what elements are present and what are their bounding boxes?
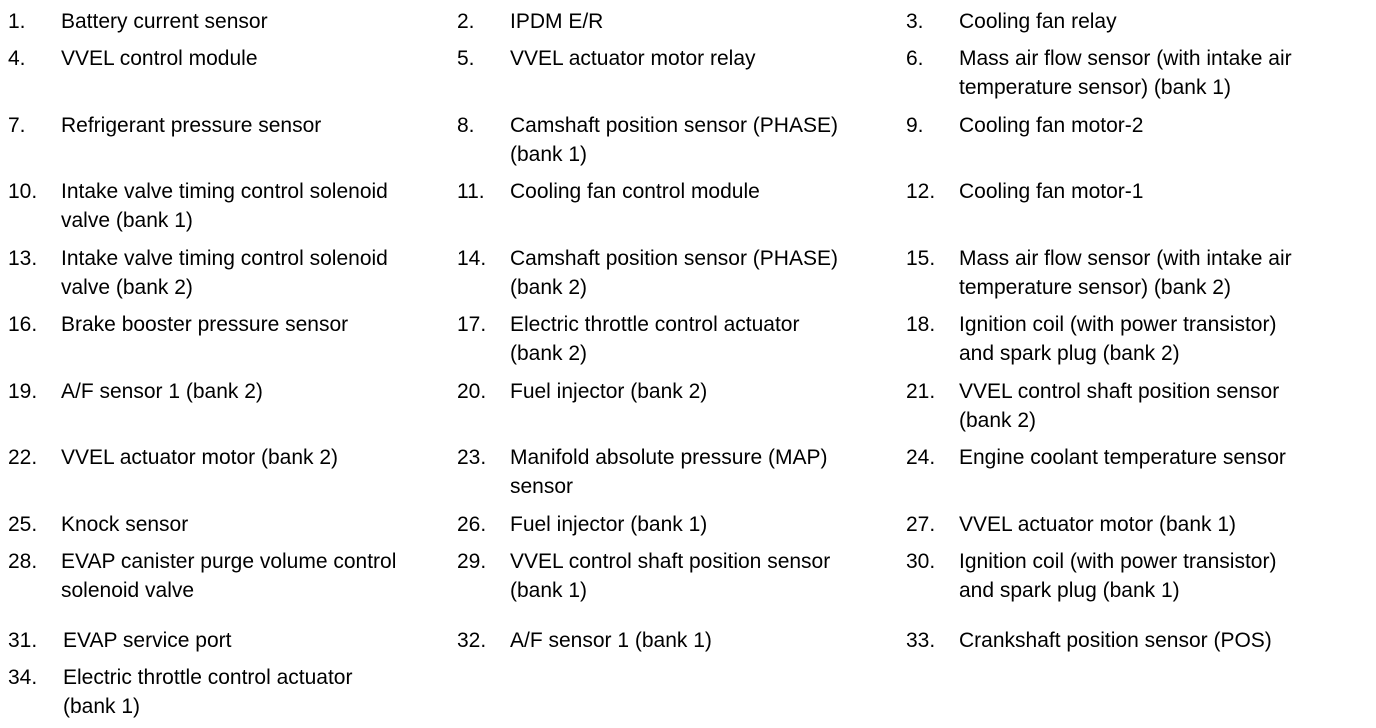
legend-label: Cooling fan motor-2 [959, 114, 1144, 137]
legend-number: 22. [8, 446, 38, 469]
legend-number: 6. [906, 47, 924, 70]
legend-number: 30. [906, 550, 936, 573]
legend-number: 1. [8, 10, 26, 33]
legend-label: Engine coolant temperature sensor [959, 446, 1286, 469]
legend-number: 32. [457, 629, 487, 652]
legend-label: Intake valve timing control solenoid valve (bank 1) [61, 180, 388, 232]
legend-number: 13. [8, 247, 38, 270]
legend-label: Camshaft position sensor (PHASE) (bank 1) [510, 114, 838, 166]
legend-number: 29. [457, 550, 487, 573]
legend-number: 20. [457, 380, 487, 403]
legend-label: Ignition coil (with power transistor) and spark plug (bank 2) [959, 313, 1277, 365]
legend-number: 11. [457, 180, 485, 203]
legend-label: Cooling fan motor-1 [959, 180, 1144, 203]
legend-number: 19. [8, 380, 38, 403]
legend-label: VVEL control shaft position sensor (bank 2) [959, 380, 1280, 432]
legend-label: Refrigerant pressure sensor [61, 114, 322, 137]
legend-number: 4. [8, 47, 26, 70]
legend-label: VVEL actuator motor relay [510, 47, 756, 70]
legend-number: 26. [457, 513, 487, 536]
legend-number: 5. [457, 47, 475, 70]
legend-label: Cooling fan relay [959, 10, 1117, 33]
legend-number: 34. [8, 666, 38, 689]
legend-label: Fuel injector (bank 1) [510, 513, 708, 536]
legend-label: Mass air flow sensor (with intake air temperature sensor) (bank 1) [959, 47, 1292, 99]
legend-label: Electric throttle control actuator (bank 1) [63, 666, 353, 718]
legend-label: Knock sensor [61, 513, 189, 536]
legend-number: 33. [906, 629, 936, 652]
legend-number: 8. [457, 114, 475, 137]
legend-number: 12. [906, 180, 936, 203]
legend-label: Brake booster pressure sensor [61, 313, 349, 336]
legend-label: Crankshaft position sensor (POS) [959, 629, 1272, 652]
legend-label: VVEL actuator motor (bank 2) [61, 446, 339, 469]
legend-number: 16. [8, 313, 38, 336]
legend-number: 25. [8, 513, 38, 536]
legend-label: Intake valve timing control solenoid valve (bank 2) [61, 247, 388, 299]
legend-label: A/F sensor 1 (bank 1) [510, 629, 712, 652]
legend-number: 27. [906, 513, 936, 536]
legend-label: Cooling fan control module [510, 180, 760, 203]
legend-number: 7. [8, 114, 26, 137]
legend-label: Ignition coil (with power transistor) and spark plug (bank 1) [959, 550, 1277, 602]
legend-number: 18. [906, 313, 936, 336]
legend-number: 17. [457, 313, 487, 336]
legend-label: Fuel injector (bank 2) [510, 380, 708, 403]
legend-number: 3. [906, 10, 924, 33]
legend-number: 28. [8, 550, 38, 573]
legend-label: Manifold absolute pressure (MAP) sensor [510, 446, 828, 498]
legend-number: 14. [457, 247, 487, 270]
legend-number: 2. [457, 10, 475, 33]
legend-label: Mass air flow sensor (with intake air temperature sensor) (bank 2) [959, 247, 1292, 299]
legend-label: EVAP service port [63, 629, 232, 652]
legend-label: IPDM E/R [510, 10, 604, 33]
legend-number: 21. [906, 380, 936, 403]
legend-number: 23. [457, 446, 487, 469]
legend-label: VVEL actuator motor (bank 1) [959, 513, 1237, 536]
legend-label: Battery current sensor [61, 10, 268, 33]
legend-number: 15. [906, 247, 936, 270]
legend-label: VVEL control module [61, 47, 258, 70]
legend-label: Camshaft position sensor (PHASE) (bank 2) [510, 247, 838, 299]
legend-number: 24. [906, 446, 936, 469]
legend-label: EVAP canister purge volume control solenoid valve [61, 550, 397, 602]
legend-number: 10. [8, 180, 38, 203]
legend-label: Electric throttle control actuator (bank 2) [510, 313, 800, 365]
legend-label: VVEL control shaft position sensor (bank 1) [510, 550, 831, 602]
legend-number: 31. [8, 629, 38, 652]
legend-number: 9. [906, 114, 924, 137]
legend-label: A/F sensor 1 (bank 2) [61, 380, 263, 403]
